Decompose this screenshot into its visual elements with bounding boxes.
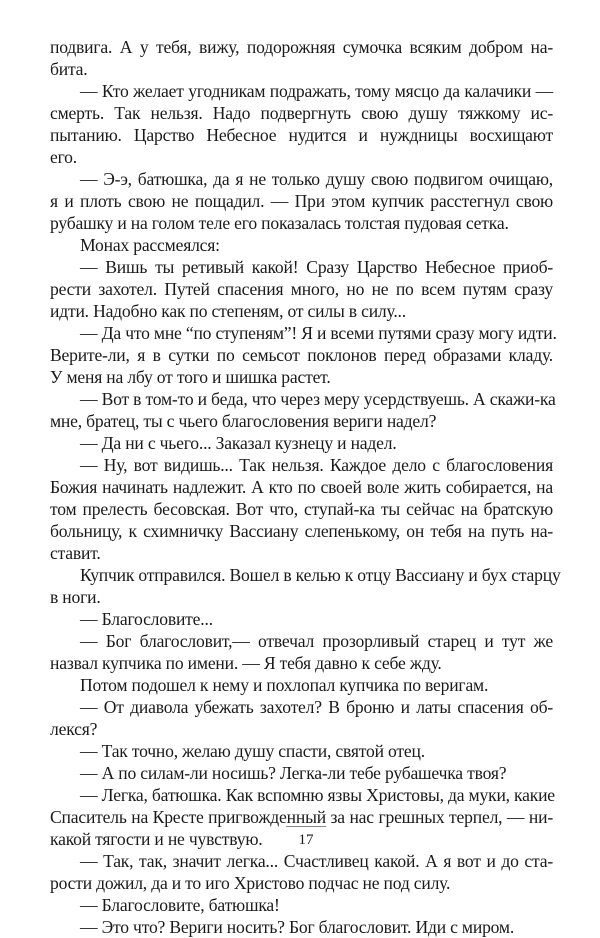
page-number: 17 (298, 832, 314, 848)
text-line: идти. Надобно как по степеням, от силы в силу... (50, 301, 406, 321)
text-line: какой тягости и не чувствую. (50, 829, 263, 849)
text-line: Божия начинать надлежит. А кто по своей воле жить собирается, на (50, 477, 553, 497)
text-line: — Да что мне “по ступеням”! Я и всеми путями сразу могу идти. (80, 323, 557, 343)
text-line: ставит. (50, 543, 101, 563)
text-line: в ноги. (50, 587, 101, 607)
text-line: — А по силам-ли носишь? Легка-ли тебе рубашечка твоя? (80, 763, 507, 783)
text-line: — Так точно, желаю душу спасти, святой отец. (80, 741, 425, 761)
text-line: подвига. А у тебя, вижу, подорожняя сумочка всяким добром на- (50, 37, 553, 57)
text-line: Купчик отправился. Вошел в келью к отцу Вассиану и бух старцу (80, 565, 561, 585)
text-line: Верите-ли, я в сутки по семьсот поклонов перед образами кладу. (50, 345, 553, 365)
text-line: смерть. Так нельзя. Надо подвергнуть свою душу тяжкому ис- (50, 103, 553, 123)
text-line: — От диавола убежать захотел? В броню и латы спасения об- (80, 697, 553, 717)
text-line: бита. (50, 59, 88, 79)
text-line: мне, братец, ты с чьего благословения вериги надел? (50, 411, 437, 431)
text-line: рости дожил, да и то иго Христово подчас не под силу. (50, 873, 451, 893)
footer-rule (286, 826, 326, 827)
text-line: больницу, к схимничку Вассиану слепенькому, он тебя на путь на- (50, 521, 553, 541)
text-line: — Так, так, значит легка... Счастливец какой. А я вот и до ста- (80, 851, 553, 871)
text-line: том прелесть бесовская. Вот что, ступай-ка ты сейчас на братскую (50, 499, 553, 519)
text-line: его. (50, 147, 77, 167)
text-line: Потом подошел к нему и похлопал купчика по веригам. (80, 675, 489, 695)
text-line: — Да ни с чьего... Заказал кузнецу и надел. (80, 433, 397, 453)
text-line: — Вишь ты ретивый какой! Сразу Царство Небесное приоб- (80, 257, 553, 277)
text-line: — Ну, вот видишь... Так нельзя. Каждое дело с благословения (80, 455, 553, 475)
text-line: пытанию. Царство Небесное нудится и нуждницы восхищают (50, 125, 553, 145)
text-line: рубашку и на голом теле его показалась толстая пудовая сетка. (50, 213, 509, 233)
text-line: — Легка, батюшка. Как вспомню язвы Христовы, да муки, какие (80, 785, 555, 805)
text-line: — Кто желает угодникам подражать, тому мясцо да калачики — (80, 81, 553, 101)
text-line: рести захотел. Путей спасения много, но не по всем путям сразу (50, 279, 553, 299)
text-line: — Бог благословит,— отвечал прозорливый старец и тут же (80, 631, 553, 651)
text-line: Спаситель на Кресте пригвожденный за нас грешных терпел, — ни- (50, 807, 553, 827)
text-line: Монах рассмеялся: (80, 235, 220, 255)
page-body-text (50, 36, 561, 938)
text-line: — Э-э, батюшка, да я не только душу свою подвигом очищаю, (80, 169, 553, 189)
text-line: лекся? (50, 719, 98, 739)
text-line: У меня на лбу от того и шишка растет. (50, 367, 331, 387)
text-line: — Это что? Вериги носить? Бог благословит. Иди с миром. (80, 917, 515, 937)
text-line: — Вот в том-то и беда, что через меру усердствуешь. А скажи-ка (80, 389, 556, 409)
text-line: — Благословите, батюшка! (80, 895, 280, 915)
text-line: я и плоть свою не пощадил. — При этом купчик расстегнул свою (50, 191, 553, 211)
text-line: — Благословите... (80, 609, 213, 629)
text-line: назвал купчика по имени. — Я тебя давно к себе жду. (50, 653, 442, 673)
